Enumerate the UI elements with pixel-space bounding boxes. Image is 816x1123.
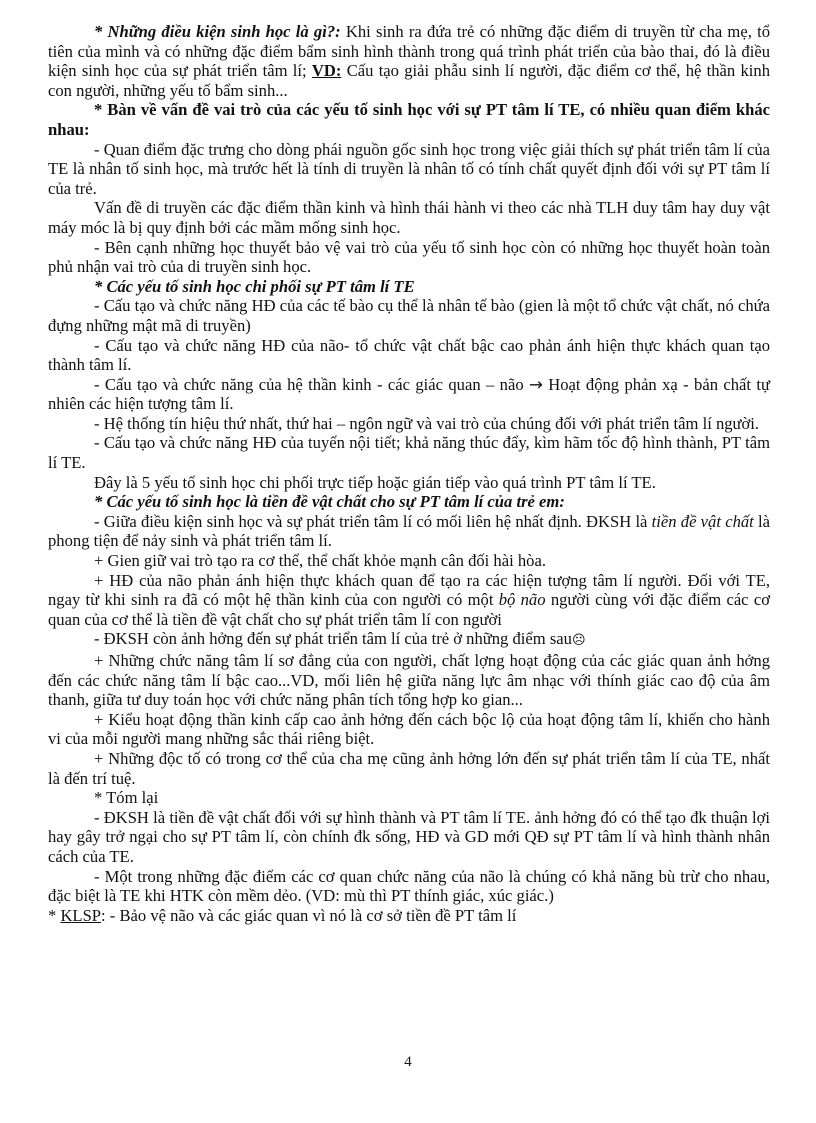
text-run: - Cấu tạo và chức năng HĐ của não- tổ chức vật chất bậc cao phản ánh hiện thực khách quan tạo thành tâm lí. <box>48 335 770 375</box>
text-run: - Quan điểm đặc trưng cho dòng phái nguồn gốc sinh học trong việc giải thích sự phát triển tâm lí của TE là nhân tố sinh học, mà trước hết là tính di truyền là nhân tố có tính chất quyết định đối với sự PT tâm lí của trẻ. <box>48 139 770 198</box>
paragraph <box>48 571 770 630</box>
text-run: bộ não <box>498 590 546 610</box>
text-run: * Tóm lại <box>94 788 159 808</box>
text-run: KLSP <box>60 905 102 925</box>
paragraph <box>48 867 770 906</box>
text-run: - Cấu tạo và chức năng của hệ thần kinh - các giác quan – não <box>94 374 529 394</box>
page-number: 4 <box>404 1054 412 1070</box>
text-run: - Giữa điều kiện sinh học và sự phát triển tâm lí có mối liên hệ nhất định. ĐKSH là <box>94 511 652 531</box>
text-run: là phong tiện để nảy sinh và phát triển tâm lí. <box>48 511 770 551</box>
text-run: + Những độc tố có trong cơ thể của cha mẹ cũng ảnh hởng lớn đến sự phát triển tâm lí của TE, nhất là đến trí tuệ. <box>48 748 770 788</box>
paragraph <box>48 336 770 375</box>
text-run: - Một trong những đặc điểm các cơ quan chức năng của não là chúng có khả năng bù trừ cho nhau, đặc biệt là TE khi HTK còn mềm dẻo. (VD: mù thì PT thính giác, xúc giác.) <box>48 866 770 906</box>
right-arrow-icon: → <box>529 374 543 394</box>
paragraph <box>48 473 770 493</box>
paragraph <box>48 198 770 237</box>
paragraph <box>48 375 770 414</box>
text-run: - Hệ thống tín hiệu thứ nhất, thứ hai – ngôn ngữ và vai trò của chúng đối với phát triển tâm lí người. <box>94 413 760 433</box>
paragraph <box>48 100 770 139</box>
text-run: * <box>48 905 61 925</box>
text-run: * Những điều kiện sinh học là gì?: <box>94 22 341 41</box>
text-run: - ĐKSH là tiền đề vật chất đối với sự hình thành và PT tâm lí TE. ảnh hởng đó có thể tạo đk thuận lợi hay gây trở ngại cho sự PT tâm lí, còn chính đk sống, HĐ và GD mới QĐ sự PT tâm lí và hình thành nhân cách của TE. <box>48 807 770 866</box>
text-run: - Bên cạnh những học thuyết bảo vệ vai trò của yếu tố sinh học còn có những học thuyết hoàn toàn phủ nhận vai trò của di truyền sinh học. <box>48 237 770 277</box>
paragraph <box>48 906 770 926</box>
text-run: - Cấu tạo và chức năng HĐ của tuyến nội tiết; khả năng thúc đẩy, kìm hãm tốc độ hình thành, PT tâm lí TE. <box>48 433 770 473</box>
text-run: * Bàn về vấn đề vai trò của các yếu tố sinh học với sự PT tâm lí TE, có nhiều quan điểm khác nhau: <box>48 100 770 139</box>
paragraph <box>48 140 770 199</box>
text-run: người cùng với đặc điểm các cơ quan của cơ thể là tiền đề vật chất cho sự phát triển tâm lí con người <box>48 590 770 629</box>
text-run: Đây là 5 yếu tố sinh học chi phối trực tiếp hoặc gián tiếp vào quá trình PT tâm lí TE. <box>94 472 656 492</box>
text-run: + Gien giữ vai trò tạo ra cơ thể, thể chất khỏe mạnh cân đối hài hòa. <box>94 551 546 571</box>
paragraph <box>48 749 770 788</box>
paragraph <box>48 277 770 297</box>
paragraph <box>48 433 770 472</box>
paragraph <box>48 238 770 277</box>
paragraph <box>48 414 770 434</box>
text-run: - Cấu tạo và chức năng HĐ của các tế bào cụ thể là nhân tế bào (gien là một tổ chức vật chất, nó chứa đựng những mật mã di truyền) <box>48 296 770 335</box>
text-run: * Các yếu tố sinh học là tiền đề vật chất cho sự PT tâm lí của trẻ em: <box>94 492 565 512</box>
text-run: + Những chức năng tâm lí sơ đẳng của con người, chất lợng hoạt động của các giác quan ảnh hởng đến các chức năng tâm lí bậc cao...VD, mối liên hệ giữa năng lực âm nhạc với thính giác cao độ của âm thanh, giữa tư duy toán học với chức năng phân tích tổng hợp ko gian... <box>48 651 770 710</box>
text-run: + HĐ của não phản ánh hiện thực khách quan để tạo ra các hiện tượng tâm lí người. Đối với TE, ngay từ khi sinh ra đã có một hệ thần kinh của con người có một <box>48 570 770 610</box>
paragraph <box>48 808 770 867</box>
paragraph <box>48 788 770 808</box>
paragraph <box>48 651 770 710</box>
paragraph <box>48 551 770 571</box>
text-run: * Các yếu tố sinh học chi phối sự PT tâm lí TE <box>94 276 415 296</box>
paragraph <box>48 22 770 100</box>
text-run: Hoạt động phản xạ - bản chất tự nhiên các hiện tượng tâm lí. <box>48 374 770 414</box>
sad-face-icon: ☹ <box>571 633 586 649</box>
paragraph <box>48 710 770 749</box>
paragraph <box>48 512 770 551</box>
paragraph <box>48 296 770 335</box>
text-run: VD: <box>311 61 342 81</box>
paragraph <box>48 492 770 512</box>
paragraph <box>48 629 770 651</box>
text-run: + Kiểu hoạt động thần kinh cấp cao ảnh hởng đến cách bộc lộ của hoạt động tâm lí, khiến cho hành vi của mỗi người mang những sắc thái riêng biệt. <box>48 709 770 749</box>
text-run: tiền đề vật chất <box>651 511 754 531</box>
text-run: - ĐKSH còn ảnh hởng đến sự phát triển tâm lí của trẻ ở những điểm sau <box>94 629 572 649</box>
text-run: Cấu tạo giải phẫu sinh lí người, đặc điểm cơ thể, hệ thần kinh con người, những yếu tố bẩm sinh... <box>48 61 770 100</box>
text-run: : - Bảo vệ não và các giác quan vì nó là cơ sở tiền đề PT tâm lí <box>101 905 517 925</box>
text-run: Khi sinh ra đứa trẻ có những đặc điểm di truyền từ cha mẹ, tổ tiên của mình và có những đặc điểm bẩm sinh hình thành trong quá trình phát triển của bào thai, đó là điều kiện sinh học của sự phát triển tâm lí; <box>48 22 770 81</box>
document-body <box>48 22 770 925</box>
text-run: Vấn đề di truyền các đặc điểm thần kinh và hình thái hành vi theo các nhà TLH duy tâm hay duy vật máy móc là bị quy định bởi các mầm mống sinh học. <box>48 198 770 237</box>
